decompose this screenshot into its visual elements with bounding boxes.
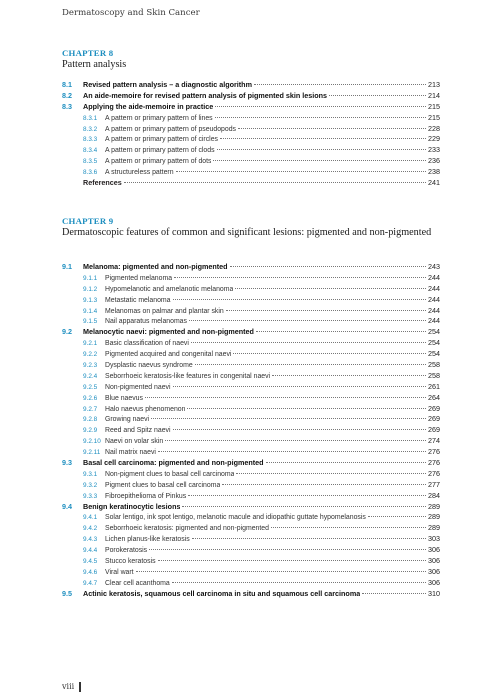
toc-subsection-entry xyxy=(62,156,440,167)
dot-leader xyxy=(145,397,426,398)
toc-title: Benign keratinocytic lesions xyxy=(83,501,181,511)
toc-subsection-entry xyxy=(62,284,440,295)
dot-leader xyxy=(235,288,426,289)
toc-page-number: 261 xyxy=(428,381,440,391)
toc-title: Non-pigment clues to basal cell carcinoma xyxy=(105,470,235,478)
toc-page-number: 258 xyxy=(428,360,440,370)
toc-page-number: 229 xyxy=(428,134,440,144)
toc-subsection-entry xyxy=(62,382,440,393)
toc-title: Reed and Spitz naevi xyxy=(105,427,171,435)
toc-title: Applying the aide-memoire in practice xyxy=(83,101,214,111)
toc-page-number: 289 xyxy=(428,512,440,522)
dot-leader xyxy=(151,418,426,419)
toc-number: 9.2.1 xyxy=(83,340,98,348)
dot-leader xyxy=(173,429,426,430)
toc-title: Nail matrix naevi xyxy=(105,449,156,457)
toc-number: 9.2.6 xyxy=(83,394,98,402)
dot-leader xyxy=(236,473,426,474)
toc-subsection-entry xyxy=(62,295,440,306)
toc-subsection-entry xyxy=(62,360,440,371)
toc-number: 9.3.3 xyxy=(83,492,98,500)
toc-title: Fibroepithelioma of Pinkus xyxy=(105,492,187,500)
toc-number: 9.1.4 xyxy=(83,307,98,315)
dot-leader xyxy=(187,408,426,409)
toc-subsection-entry xyxy=(62,134,440,145)
toc-subsection-entry xyxy=(62,404,440,415)
toc-title: References xyxy=(83,178,122,188)
toc-page-number: 233 xyxy=(428,145,440,155)
toc-subsection-entry xyxy=(62,491,440,502)
toc-section-entry xyxy=(62,589,440,600)
toc-section-entry xyxy=(62,502,440,513)
toc-page-number: 213 xyxy=(428,80,440,89)
page-footer xyxy=(62,682,81,692)
toc-title: Pigmented melanoma xyxy=(105,274,173,282)
toc-title: Growing naevi xyxy=(105,416,150,424)
toc-number: 8.3.2 xyxy=(83,125,98,133)
toc-subsection-entry xyxy=(62,523,440,534)
dot-leader xyxy=(191,342,426,343)
toc-number: 9.1.2 xyxy=(83,285,98,293)
toc-title: Naevi on volar skin xyxy=(105,438,164,446)
dot-leader xyxy=(254,84,426,85)
toc-number: 9.2.10 xyxy=(83,438,101,446)
dot-leader xyxy=(136,571,426,572)
toc-title: Nail apparatus melanomas xyxy=(105,318,187,326)
toc-page-number: 310 xyxy=(428,588,440,598)
toc-title: Blue naevus xyxy=(105,394,143,402)
footer-rule xyxy=(79,682,81,692)
toc-title: Lichen planus-like keratosis xyxy=(105,536,190,544)
toc-page-number: 306 xyxy=(428,577,440,587)
toc-number: 8.3.4 xyxy=(83,147,98,155)
toc-page-number: 306 xyxy=(428,556,440,566)
toc-subsection-entry xyxy=(62,469,440,480)
dot-leader xyxy=(226,310,426,311)
toc-number: 9.2.2 xyxy=(83,351,98,359)
toc-page-number: 244 xyxy=(428,272,440,282)
toc-subsection-entry xyxy=(62,393,440,404)
toc-number: 9.4.4 xyxy=(83,547,98,555)
dot-leader xyxy=(230,266,426,267)
toc-number: 9.2.9 xyxy=(83,427,98,435)
toc-page-number: 276 xyxy=(428,468,440,478)
dot-leader xyxy=(362,593,426,594)
toc-page-number: 277 xyxy=(428,479,440,489)
chapter-label: CHAPTER 9 xyxy=(62,216,114,226)
toc-title: Dysplastic naevus syndrome xyxy=(105,362,193,370)
dot-leader xyxy=(174,277,426,278)
toc-page-number: 274 xyxy=(428,436,440,446)
toc-title: A pattern or primary pattern of pseudopods xyxy=(105,125,236,133)
toc-chapter-9 xyxy=(62,262,440,600)
toc-page-number: 254 xyxy=(428,349,440,359)
dot-leader xyxy=(173,386,426,387)
toc-subsection-entry xyxy=(62,534,440,545)
toc-section-entry xyxy=(62,458,440,469)
toc-page-number: 269 xyxy=(428,414,440,424)
dot-leader xyxy=(368,516,426,517)
toc-chapter-8 xyxy=(62,80,440,189)
toc-page-number: 284 xyxy=(428,490,440,500)
toc-title: A pattern or primary pattern of circles xyxy=(105,136,218,144)
toc-number: 9.4 xyxy=(62,501,72,511)
toc-section-entry xyxy=(62,80,440,91)
toc-title: Stucco keratosis xyxy=(105,558,156,566)
toc-number: 9.1 xyxy=(62,262,72,271)
toc-page-number: 306 xyxy=(428,545,440,555)
dot-leader xyxy=(192,538,426,539)
toc-title: Seborrhoeic keratosis: pigmented and non-pigmented xyxy=(105,525,269,533)
toc-page-number: 243 xyxy=(428,262,440,271)
dot-leader xyxy=(220,138,426,139)
toc-title: Revised pattern analysis – a diagnostic algorithm xyxy=(83,80,252,89)
toc-number: 9.4.5 xyxy=(83,558,98,566)
toc-page-number: 269 xyxy=(428,403,440,413)
toc-title: Actinic keratosis, squamous cell carcinoma in situ and squamous cell carcinoma xyxy=(83,588,361,598)
toc-page-number: 215 xyxy=(428,101,440,111)
toc-page-number: 303 xyxy=(428,534,440,544)
toc-title: Melanomas on palmar and plantar skin xyxy=(105,307,224,315)
toc-subsection-entry xyxy=(62,338,440,349)
running-head: Dermatoscopy and Skin Cancer xyxy=(62,8,200,18)
toc-page-number: 254 xyxy=(428,327,440,337)
toc-number: 9.2.3 xyxy=(83,362,98,370)
toc-title: Porokeratosis xyxy=(105,547,148,555)
dot-leader xyxy=(189,320,426,321)
dot-leader xyxy=(217,149,426,150)
toc-subsection-entry xyxy=(62,167,440,178)
toc-title: Hypomelanotic and amelanotic melanoma xyxy=(105,285,234,293)
toc-number: 9.2.11 xyxy=(83,449,101,457)
dot-leader xyxy=(213,160,426,161)
dot-leader xyxy=(233,353,426,354)
toc-subsection-entry xyxy=(62,447,440,458)
toc-page-number: 289 xyxy=(428,501,440,511)
toc-number: 9.4.7 xyxy=(83,579,98,587)
toc-subsection-entry xyxy=(62,316,440,327)
toc-page-number: 306 xyxy=(428,566,440,576)
toc-title: Viral wart xyxy=(105,568,134,576)
chapter-title: Pattern analysis xyxy=(62,59,127,70)
dot-leader xyxy=(271,527,426,528)
page-number: viii xyxy=(62,682,75,691)
toc-subsection-entry xyxy=(62,567,440,578)
toc-subsection-entry xyxy=(62,556,440,567)
toc-title: Non-pigmented naevi xyxy=(105,383,171,391)
toc-subsection-entry xyxy=(62,273,440,284)
toc-page-number: 244 xyxy=(428,283,440,293)
toc-title: Seborrhoeic keratosis-like features in congenital naevi xyxy=(105,372,271,380)
toc-page-number: 238 xyxy=(428,167,440,177)
toc-number: 9.4.1 xyxy=(83,514,98,522)
toc-section-entry xyxy=(62,91,440,102)
dot-leader xyxy=(158,560,426,561)
toc-title: Melanocytic naevi: pigmented and non-pigmented xyxy=(83,327,254,337)
toc-number: 9.4.6 xyxy=(83,568,98,576)
toc-title: Basal cell carcinoma: pigmented and non-pigmented xyxy=(83,458,264,468)
toc-subsection-entry xyxy=(62,124,440,135)
dot-leader xyxy=(182,506,426,507)
toc-page-number: 269 xyxy=(428,425,440,435)
toc-subsection-entry xyxy=(62,436,440,447)
toc-page-number: 289 xyxy=(428,523,440,533)
toc-section-entry xyxy=(62,327,440,338)
toc-number: 9.1.5 xyxy=(83,318,98,326)
chapter-8-heading xyxy=(62,48,440,71)
toc-number: 9.2.7 xyxy=(83,405,98,413)
toc-number: 9.4.3 xyxy=(83,536,98,544)
dot-leader xyxy=(256,331,426,332)
toc-title: A pattern or primary pattern of clods xyxy=(105,147,215,155)
dot-leader xyxy=(165,440,426,441)
toc-number: 8.3.6 xyxy=(83,169,98,177)
toc-page-number: 276 xyxy=(428,447,440,457)
toc-number: 9.3.2 xyxy=(83,481,98,489)
chapter-label: CHAPTER 8 xyxy=(62,48,114,58)
toc-subsection-entry xyxy=(62,414,440,425)
toc-title: Solar lentigo, ink spot lentigo, melanotic macule and idiopathic guttate hypomelanosis xyxy=(105,514,366,522)
dot-leader xyxy=(158,451,426,452)
dot-leader xyxy=(195,364,426,365)
toc-number: 8.3.3 xyxy=(83,136,98,144)
toc-page-number: 244 xyxy=(428,305,440,315)
toc-number: 9.1.3 xyxy=(83,296,98,304)
toc-page-number: 254 xyxy=(428,338,440,348)
toc-section-entry xyxy=(62,102,440,113)
toc-number: 9.2 xyxy=(62,327,72,337)
toc-subsection-entry xyxy=(62,578,440,589)
toc-number: 9.2.8 xyxy=(83,416,98,424)
toc-number: 9.3.1 xyxy=(83,470,98,478)
toc-title: Clear cell acanthoma xyxy=(105,579,170,587)
toc-title: An aide-memoire for revised pattern analysis of pigmented skin lesions xyxy=(83,90,328,100)
dot-leader xyxy=(272,375,426,376)
chapter-9-heading xyxy=(62,216,440,239)
toc-number: 8.1 xyxy=(62,80,72,89)
toc-page-number: 236 xyxy=(428,156,440,166)
dot-leader xyxy=(149,549,426,550)
toc-section-entry xyxy=(62,262,440,273)
toc-entry-references xyxy=(62,178,440,189)
toc-page-number: 215 xyxy=(428,112,440,122)
toc-number: 8.3.5 xyxy=(83,158,98,166)
toc-subsection-entry xyxy=(62,113,440,124)
toc-subsection-entry xyxy=(62,349,440,360)
toc-title: Halo naevus phenomenon xyxy=(105,405,186,413)
dot-leader xyxy=(238,128,426,129)
toc-number: 9.5 xyxy=(62,588,72,598)
toc-title: A pattern or primary pattern of dots xyxy=(105,158,212,166)
toc-page-number: 276 xyxy=(428,458,440,468)
toc-subsection-entry xyxy=(62,512,440,523)
toc-subsection-entry xyxy=(62,145,440,156)
toc-page-number: 244 xyxy=(428,316,440,326)
toc-title: Metastatic melanoma xyxy=(105,296,171,304)
dot-leader xyxy=(329,95,426,96)
toc-subsection-entry xyxy=(62,545,440,556)
toc-number: 9.3 xyxy=(62,458,72,468)
toc-page-number: 258 xyxy=(428,370,440,380)
toc-title: A pattern or primary pattern of lines xyxy=(105,114,213,122)
dot-leader xyxy=(266,462,426,463)
toc-number: 8.3.1 xyxy=(83,114,98,122)
toc-subsection-entry xyxy=(62,306,440,317)
toc-subsection-entry xyxy=(62,425,440,436)
toc-page-number: 244 xyxy=(428,294,440,304)
dot-leader xyxy=(173,299,427,300)
dot-leader xyxy=(124,182,426,183)
toc-number: 9.1.1 xyxy=(83,274,98,282)
chapter-title: Dermatoscopic features of common and significant lesions: pigmented and non-pigmented xyxy=(62,227,432,238)
toc-title: Pigment clues to basal cell carcinoma xyxy=(105,481,221,489)
toc-subsection-entry xyxy=(62,480,440,491)
toc-page-number: 264 xyxy=(428,392,440,402)
toc-number: 8.3 xyxy=(62,101,72,111)
toc-title: Pigmented acquired and congenital naevi xyxy=(105,351,232,359)
toc-number: 9.4.2 xyxy=(83,525,98,533)
toc-title: Basic classification of naevi xyxy=(105,340,189,348)
toc-number: 9.2.4 xyxy=(83,372,98,380)
toc-page-number: 228 xyxy=(428,123,440,133)
toc-page-number: 241 xyxy=(428,178,440,188)
toc-page-number: 214 xyxy=(428,90,440,100)
toc-number: 9.2.5 xyxy=(83,383,98,391)
dot-leader xyxy=(215,106,426,107)
toc-title: Melanoma: pigmented and non-pigmented xyxy=(83,262,228,271)
dot-leader xyxy=(215,117,426,118)
dot-leader xyxy=(188,495,426,496)
toc-subsection-entry xyxy=(62,371,440,382)
toc-title: A structureless pattern xyxy=(105,169,174,177)
dot-leader xyxy=(172,582,426,583)
toc-number: 8.2 xyxy=(62,90,72,100)
dot-leader xyxy=(176,171,426,172)
dot-leader xyxy=(222,484,426,485)
